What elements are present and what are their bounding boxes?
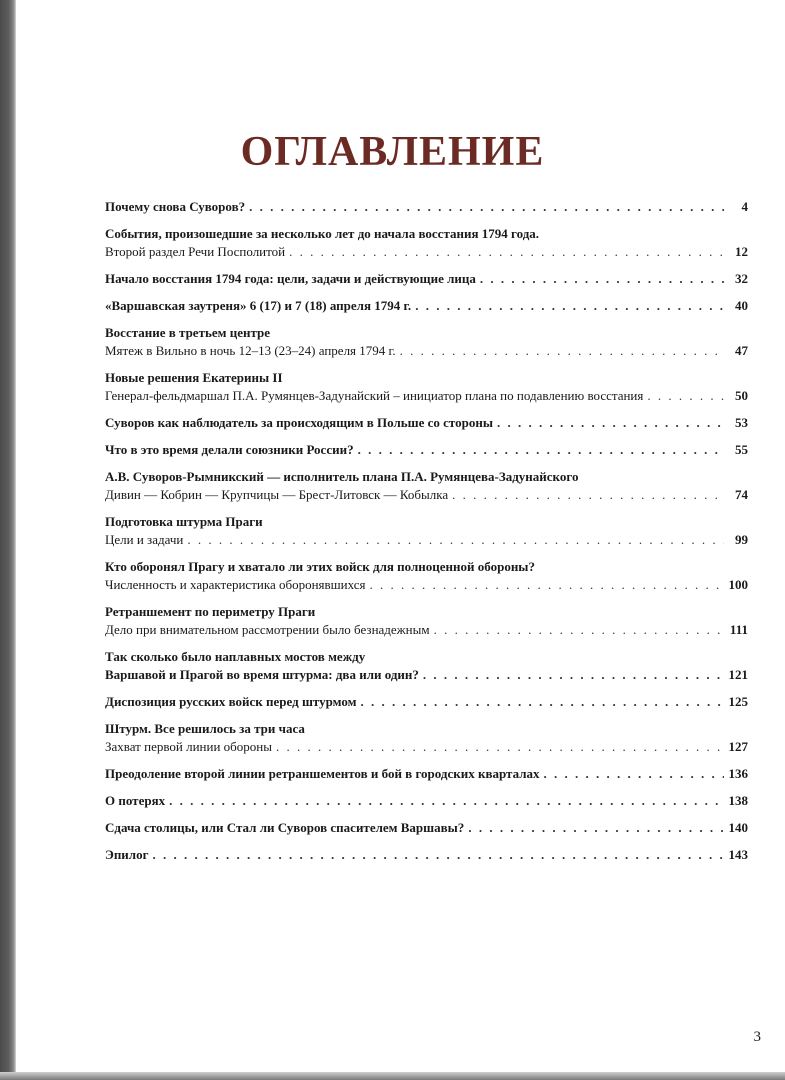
- toc-entry-title: [105, 693, 748, 711]
- toc-page-number: 4: [741, 199, 748, 214]
- toc-page-number: 12: [735, 244, 748, 259]
- toc-entry-subtitle: [105, 342, 748, 360]
- dot-leader: [497, 414, 724, 432]
- toc-entry-title: [105, 558, 748, 576]
- toc-entry-title: [105, 765, 748, 783]
- toc-entry[interactable]: [105, 846, 748, 864]
- toc-entry-text: Варшавой и Прагой во время штурма: два или один?: [105, 667, 419, 682]
- dot-leader: [276, 738, 724, 756]
- toc-entry[interactable]: [105, 792, 748, 810]
- toc-entry-text: «Варшавская заутреня» 6 (17) и 7 (18) апреля 1794 г.: [105, 298, 412, 313]
- dot-leader: [415, 297, 724, 315]
- toc-entry-text: Мятеж в Вильно в ночь 12–13 (23–24) апреля 1794 г.: [105, 343, 396, 358]
- dot-leader: [153, 846, 725, 864]
- toc-entry-text: Штурм. Все решилось за три часа: [105, 721, 305, 736]
- dot-leader: [187, 531, 724, 549]
- toc-entry[interactable]: [105, 225, 748, 261]
- toc-entry-subtitle: [105, 243, 748, 261]
- toc-page-number: 99: [735, 532, 748, 547]
- toc-page-number: 111: [729, 622, 748, 637]
- toc-entry[interactable]: [105, 513, 748, 549]
- toc-page-number: 74: [735, 487, 748, 502]
- toc-entry-title: [105, 513, 748, 531]
- toc-page-number: 47: [735, 343, 748, 358]
- toc-entry-subtitle: [105, 576, 748, 594]
- toc-entry[interactable]: [105, 558, 748, 594]
- dot-leader: [544, 765, 725, 783]
- toc-entry-text: Суворов как наблюдатель за происходящим в Польше со стороны: [105, 415, 494, 430]
- toc-entry-title: [105, 819, 748, 837]
- toc-entry-text: Эпилог: [105, 847, 149, 862]
- toc-page-number: 127: [728, 739, 748, 754]
- toc-entry-subtitle: [105, 531, 748, 549]
- toc-entry-text: Генерал-фельдмаршал П.А. Румянцев-Задунайский – инициатор плана по подавлению восстания: [105, 388, 644, 403]
- toc-page-number: 143: [728, 847, 748, 862]
- toc-entry-text: Сдача столицы, или Стал ли Суворов спасителем Варшавы?: [105, 820, 465, 835]
- toc-page-number: 121: [728, 667, 748, 682]
- toc-entry[interactable]: [105, 441, 748, 459]
- toc-entry-text: Новые решения Екатерины II: [105, 370, 283, 385]
- dot-leader: [452, 486, 724, 504]
- dot-leader: [647, 387, 724, 405]
- toc-entry-title: [105, 720, 748, 738]
- toc-entry[interactable]: [105, 468, 748, 504]
- dot-leader: [468, 819, 724, 837]
- toc-entry-text: Диспозиция русских войск перед штурмом: [105, 694, 357, 709]
- toc-entry[interactable]: [105, 369, 748, 405]
- toc-entry-text: Дело при внимательном рассмотрении было безнадежным: [105, 622, 430, 637]
- toc-page-number: 32: [735, 271, 748, 286]
- toc-entry[interactable]: [105, 324, 748, 360]
- toc-entry[interactable]: [105, 819, 748, 837]
- toc-page-number: 53: [735, 415, 748, 430]
- toc-entry-text: Дивин — Кобрин — Крупчицы — Брест-Литовск — Кобылка: [105, 487, 449, 502]
- toc-entry-title: [105, 414, 748, 432]
- toc-entry-text: Кто оборонял Прагу и хватало ли этих войск для полноценной обороны?: [105, 559, 535, 574]
- dot-leader: [360, 693, 724, 711]
- toc-page-number: 125: [728, 694, 748, 709]
- toc-entry-subtitle: [105, 621, 748, 639]
- toc-entry-title: [105, 297, 748, 315]
- toc-page-number: 138: [728, 793, 748, 808]
- toc-entry-text: События, произошедшие за несколько лет до начала восстания 1794 года.: [105, 226, 540, 241]
- table-of-contents: [105, 198, 748, 873]
- toc-entry-text: Так сколько было наплавных мостов между: [105, 649, 366, 664]
- toc-entry[interactable]: [105, 720, 748, 756]
- page-title: ОГЛАВЛЕНИЕ: [240, 129, 545, 175]
- toc-page-number: 55: [735, 442, 748, 457]
- toc-entry-title: [105, 468, 748, 486]
- dot-leader: [289, 243, 724, 261]
- toc-entry-title: [105, 603, 748, 621]
- toc-entry[interactable]: [105, 297, 748, 315]
- toc-page-number: 140: [728, 820, 748, 835]
- dot-leader: [370, 576, 724, 594]
- toc-entry[interactable]: [105, 414, 748, 432]
- toc-entry-title: [105, 441, 748, 459]
- toc-entry-text: Преодоление второй линии ретраншементов и бой в городских кварталах: [105, 766, 540, 781]
- dot-leader: [400, 342, 724, 360]
- toc-page-number: 50: [735, 388, 748, 403]
- toc-entry-title: [105, 846, 748, 864]
- toc-entry-text: Второй раздел Речи Посполитой: [105, 244, 286, 259]
- page-number: 3: [753, 1029, 761, 1045]
- toc-entry-text: Подготовка штурма Праги: [105, 514, 263, 529]
- dot-leader: [249, 198, 724, 216]
- dot-leader: [169, 792, 724, 810]
- dot-leader: [480, 270, 724, 288]
- toc-page-number: 40: [735, 298, 748, 313]
- toc-entry-subtitle: [105, 738, 748, 756]
- toc-entry-title: [105, 270, 748, 288]
- toc-entry-title: [105, 792, 748, 810]
- toc-page-number: 136: [728, 766, 748, 781]
- toc-entry[interactable]: [105, 603, 748, 639]
- dot-leader: [358, 441, 724, 459]
- scan-edge-bottom: [0, 1072, 785, 1080]
- toc-entry-text: Численность и характеристика оборонявшихся: [105, 577, 366, 592]
- toc-entry-title: [105, 198, 748, 216]
- toc-entry[interactable]: [105, 270, 748, 288]
- toc-entry-text: Начало восстания 1794 года: цели, задачи и действующие лица: [105, 271, 476, 286]
- toc-entry-text: Почему снова Суворов?: [105, 199, 246, 214]
- toc-entry[interactable]: [105, 765, 748, 783]
- toc-entry-text: Ретраншемент по периметру Праги: [105, 604, 316, 619]
- toc-entry-title: [105, 369, 748, 387]
- toc-entry-text: Что в это время делали союзники России?: [105, 442, 354, 457]
- toc-entry[interactable]: [105, 198, 748, 216]
- toc-entry-subtitle: [105, 486, 748, 504]
- toc-entry[interactable]: [105, 693, 748, 711]
- toc-entry[interactable]: [105, 648, 748, 684]
- toc-entry-title: [105, 324, 748, 342]
- dot-leader: [423, 666, 724, 684]
- toc-entry-text: Захват первой линии обороны: [105, 739, 272, 754]
- toc-page-number: 100: [728, 577, 748, 592]
- toc-entry-text: О потерях: [105, 793, 166, 808]
- dot-leader: [434, 621, 724, 639]
- toc-entry-text: А.В. Суворов-Рымникский — исполнитель плана П.А. Румянцева-Задунайского: [105, 469, 579, 484]
- toc-entry-subtitle: [105, 666, 748, 684]
- toc-entry-title: [105, 648, 748, 666]
- toc-entry-text: Цели и задачи: [105, 532, 184, 547]
- toc-entry-text: Восстание в третьем центре: [105, 325, 271, 340]
- toc-entry-subtitle: [105, 387, 748, 405]
- toc-entry-title: [105, 225, 748, 243]
